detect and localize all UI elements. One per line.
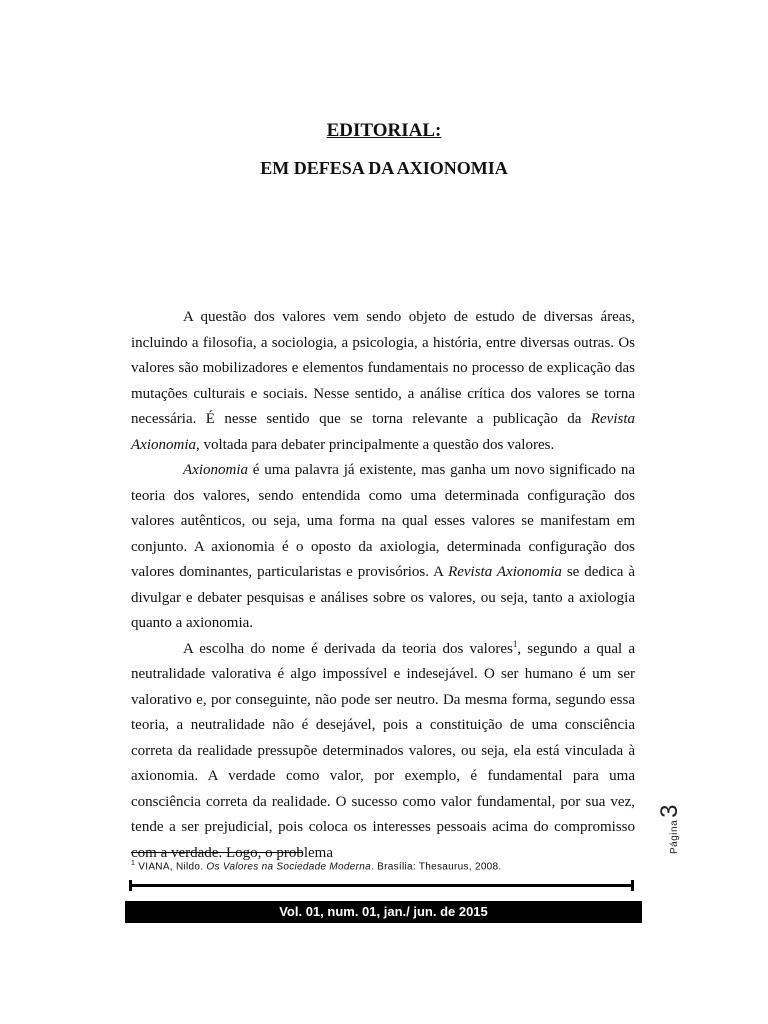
paragraph-2-italic-journal: Revista Axionomia: [448, 564, 562, 580]
footer-rule: [129, 884, 634, 887]
footnote-book-title: Os Valores na Sociedade Moderna: [206, 861, 371, 873]
footnote-author: VIANA, Nildo.: [135, 861, 207, 873]
footnote-separator: [131, 852, 303, 853]
editorial-title: EDITORIAL:: [326, 120, 442, 141]
page-word: Página: [669, 819, 680, 854]
body-text: [131, 305, 635, 866]
paragraph-1-text-a: A questão dos valores vem sendo objeto de estudo de diversas áreas, incluindo a filosofia, a sociologia, a psicologia, a história, entre diversas outras. Os valores são mobilizadores e elementos fundamentais no processo de explicação das mutações culturais e sociais. Nesse sentido, a análise crítica dos valores se torna necessária. É nesse sentido que se torna relevante a publicação da: [131, 309, 635, 427]
paragraph-2-italic-term: Axionomia: [183, 462, 248, 478]
paragraph-1: [131, 305, 635, 458]
page-number-label: [656, 784, 686, 854]
paragraph-2: [131, 458, 635, 637]
paragraph-1-text-b: , voltada para debater principalmente a questão dos valores.: [196, 436, 555, 453]
footnote-reference: 1: [512, 638, 518, 649]
footnote: [131, 860, 631, 872]
paragraph-2-text-a: é uma palavra já existente, mas ganha um novo significado na teoria dos valores, sendo entendida como uma determinada configuração dos valores autênticos, ou seja, uma forma na qual esses valores se manifestam em conjunto. A axionomia é o oposto da axiologia, determinada configuração dos valores dominantes, particularistas e provisórios. A: [131, 462, 635, 580]
paragraph-2-text-b: se dedica à divulgar e debater pesquisas e análises sobre os valores, ou seja, tanto a axiologia quanto a axionomia.: [131, 564, 635, 631]
footnote-publisher: . Brasília: Thesaurus, 2008.: [370, 861, 502, 873]
paragraph-3-text-b: , segundo a qual a neutralidade valorativa é algo impossível e indesejável. O ser humano é um ser valorativo e, por conseguinte, não pode ser neutro. Da mesma forma, segundo essa teoria, a neutralidade não é desejável, pois a constituição de uma consciência correta da realidade pressupõe determinados valores, ou seja, ela está vinculada à axionomia. A verdade como valor, por exemplo, é fundamental para uma consciência correta da realidade. O sucesso como valor fundamental, por sua vez, tende a ser prejudicial, pois coloca os interesses pessoais acima do compromisso com a verdade. Logo, o problema: [131, 640, 635, 861]
paragraph-3: [131, 637, 635, 867]
paragraph-1-italic-journal: Revista Axionomia: [131, 411, 635, 453]
volume-bar: Vol. 01, num. 01, jan./ jun. de 2015: [125, 901, 642, 923]
footnote-number: 1: [131, 860, 136, 867]
paragraph-3-text-a: A escolha do nome é derivada da teoria dos valores: [183, 640, 513, 657]
page-number: 3: [656, 804, 683, 818]
editorial-subtitle: EM DEFESA DA AXIONOMIA: [260, 158, 508, 178]
